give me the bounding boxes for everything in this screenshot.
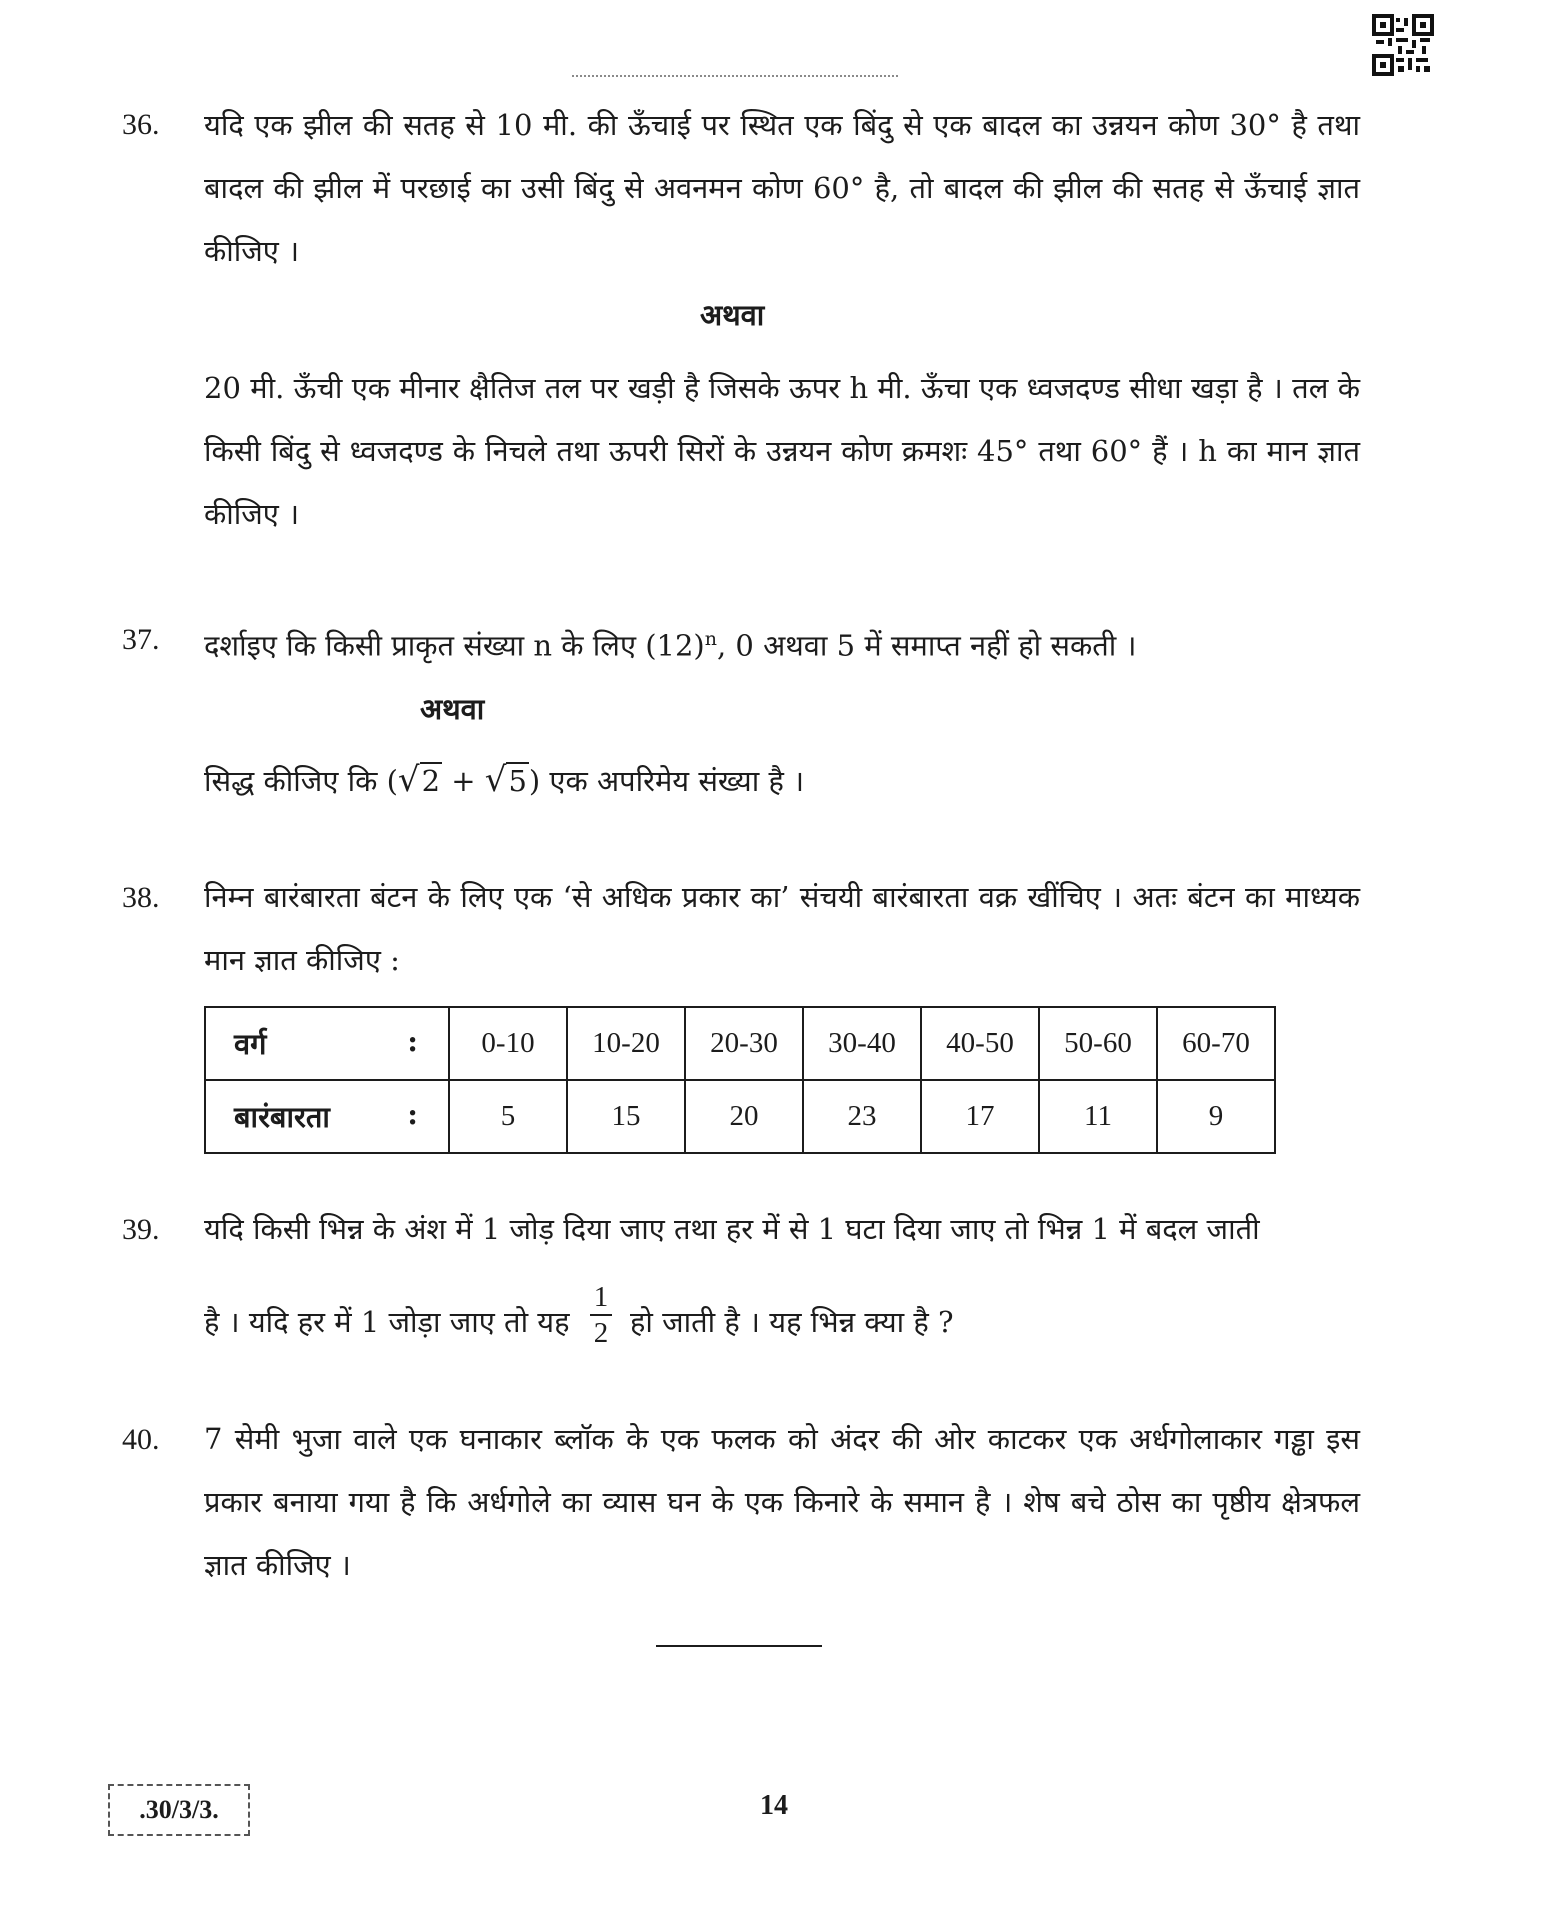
question-37-alt-suffix: ) एक अपरिमेय संख्या है । — [528, 764, 805, 798]
table-cell: 17 — [921, 1080, 1039, 1153]
table-cell: 9 — [1157, 1080, 1275, 1153]
table-cell: 23 — [803, 1080, 921, 1153]
table-row-classes — [205, 1007, 1275, 1080]
paper-code-box: .30/3/3. — [108, 1784, 250, 1836]
question-38-text — [204, 866, 1360, 992]
table-cell: 30-40 — [803, 1007, 921, 1080]
question-37-number: 37. — [122, 623, 160, 656]
table-row1-label: वर्ग : — [205, 1007, 449, 1080]
table-cell: 0-10 — [449, 1007, 567, 1080]
question-37-alt-prefix: सिद्ध कीजिए कि ( — [204, 764, 398, 798]
question-36-or-label: अथवा — [700, 298, 765, 332]
question-36-text — [204, 94, 1360, 283]
question-37-superscript: n — [704, 628, 717, 650]
question-37-alt-text — [204, 760, 804, 801]
question-39-line2-before: है । यदि हर में 1 जोड़ा जाए तो यह — [204, 1305, 570, 1339]
table-cell: 20-30 — [685, 1007, 803, 1080]
fraction-one-half — [590, 1282, 612, 1348]
sqrt-2: √2 — [397, 760, 441, 800]
top-dotted-rule — [572, 75, 898, 77]
table-row-frequencies — [205, 1080, 1275, 1153]
question-40-body: 7 सेमी भुजा वाले एक घनाकार ब्लॉक के एक फलक को अंदर की ओर काटकर एक अर्धगोलाकार गड्ढा इस प्रकार बनाया गया है कि अर्धगोले का व्यास घन के एक किनारे के समान है । शेष बचे ठोस का पृष्ठीय क्षेत्रफल ज्ञात कीजिए । — [204, 1422, 1360, 1582]
fraction-numerator: 1 — [593, 1281, 609, 1313]
question-39-line1: यदि किसी भिन्न के अंश में 1 जोड़ दिया जाए तथा हर में से 1 घटा दिया जाए तो भिन्न 1 में बदल जाती — [204, 1212, 1260, 1246]
table-cell: 40-50 — [921, 1007, 1039, 1080]
sqrt-5: √5 — [484, 760, 527, 800]
question-39-line2-after: हो जाती है । यह भिन्न क्या है ? — [630, 1305, 954, 1339]
question-37-plus: + — [442, 764, 485, 798]
table-cell: 60-70 — [1157, 1007, 1275, 1080]
table-cell: 50-60 — [1039, 1007, 1157, 1080]
question-36-alt-text — [204, 357, 1360, 546]
question-37-text-before: दर्शाइए कि किसी प्राकृत संख्या n के लिए (12) — [204, 628, 705, 663]
question-38-body: निम्न बारंबारता बंटन के लिए एक ‘से अधिक प्रकार का’ संचयी बारंबारता वक्र खींचिए । अतः बंटन का माध्यक मान ज्ञात कीजिए : — [204, 880, 1360, 977]
question-36-alt-body: 20 मी. ऊँची एक मीनार क्षैतिज तल पर खड़ी है जिसके ऊपर h मी. ऊँचा एक ध्वजदण्ड सीधा खड़ा है । तल के किसी बिंदु से ध्वजदण्ड के निचले तथा ऊपरी सिरों के उन्नयन कोण क्रमशः 45° तथा 60° हैं । h का मान ज्ञात कीजिए । — [204, 371, 1360, 531]
question-40-text — [204, 1408, 1360, 1597]
question-36-body: यदि एक झील की सतह से 10 मी. की ऊँचाई पर स्थित एक बिंदु से एक बादल का उन्नयन कोण 30° है तथा बादल की झील में परछाई का उसी बिंदु से अवनमन कोण 60° है, तो बादल की झील की सतह से ऊँचाई ज्ञात कीजिए । — [204, 108, 1360, 268]
question-40-number: 40. — [122, 1423, 160, 1456]
question-38-number: 38. — [122, 881, 160, 914]
question-37-text — [204, 619, 1137, 666]
page-number: 14 — [760, 1790, 788, 1821]
question-36-number: 36. — [122, 108, 160, 141]
question-37-or-label: अथवा — [420, 692, 485, 726]
table-cell: 11 — [1039, 1080, 1157, 1153]
question-37-text-after: , 0 अथवा 5 में समाप्त नहीं हो सकती । — [717, 628, 1137, 663]
end-of-section-rule — [656, 1645, 822, 1647]
question-39-number: 39. — [122, 1213, 160, 1246]
table-cell: 10-20 — [567, 1007, 685, 1080]
qr-code-icon — [1372, 14, 1434, 76]
fraction-denominator: 2 — [593, 1317, 609, 1349]
table-row2-label: बारंबारता : — [205, 1080, 449, 1153]
table-cell: 20 — [685, 1080, 803, 1153]
table-cell: 15 — [567, 1080, 685, 1153]
table-cell: 5 — [449, 1080, 567, 1153]
frequency-table — [204, 1006, 1276, 1154]
